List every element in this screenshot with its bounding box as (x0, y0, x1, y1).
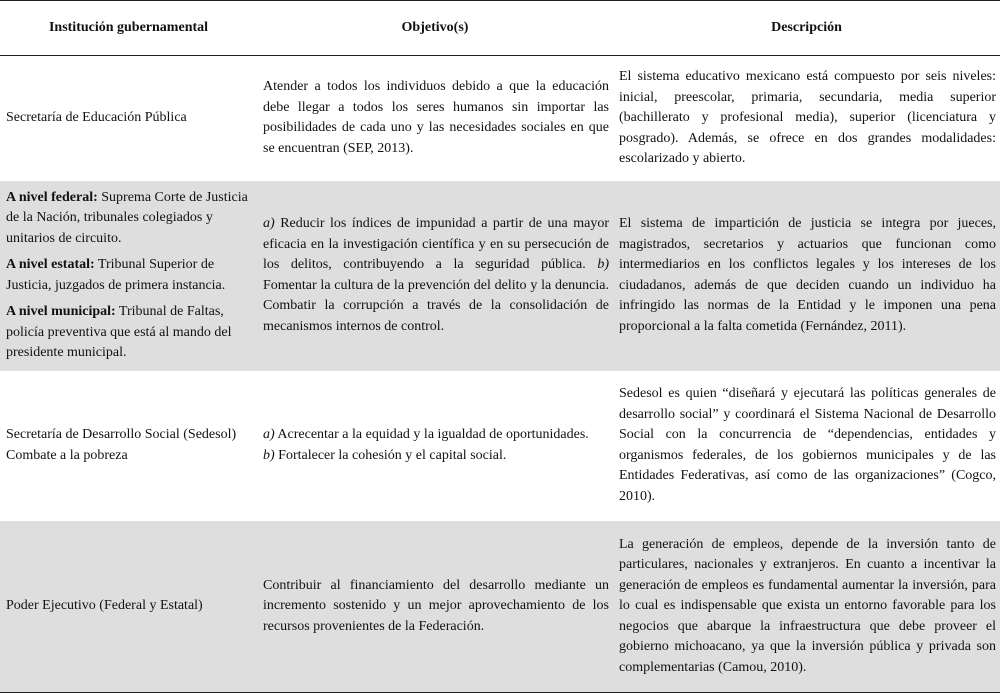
table-row (0, 521, 1000, 693)
objective-marker: b) (263, 447, 275, 463)
cell-objectives (257, 181, 613, 371)
header-institution: Institución gubernamental (0, 1, 257, 56)
cell-objectives: Atender a todos los individuos debido a que la educación debe llegar a todos los seres humanos sin importar las posibilidades de cada uno y las necesidades sociales en que se encuentran (SEP, 2013). (263, 79, 609, 156)
header-objectives: Objetivo(s) (257, 1, 613, 56)
table-row (0, 56, 1000, 181)
cell-objectives (257, 371, 613, 521)
objective-text: Reducir los índices de impunidad a partir de una mayor eficacia en la investigación científica y en su persecución de los delitos, contribuyendo a la seguridad pública. (263, 216, 609, 272)
cell-institution: Poder Ejecutivo (Federal y Estatal) (0, 521, 257, 693)
level-text: Suprema Corte de Justicia de la Nación, tribunales colegiados y unitarios de circuito. (6, 189, 248, 246)
cell-institution (0, 371, 257, 521)
objective-item (263, 425, 609, 446)
cell-institution (0, 181, 257, 371)
objective-marker: b) (597, 257, 609, 272)
objective-text: Fortalecer la cohesión y el capital social. (274, 447, 507, 463)
objective-text: Fomentar la cultura de la prevención del delito y la denuncia. Combatir la corrupción a través de la consolidación de mecanismos internos de control. (263, 277, 609, 334)
objective-text: Acrecentar a la equidad y la igualdad de oportunidades. (274, 427, 589, 442)
cell-description: El sistema de impartición de justicia se integra por jueces, magistrados, secretarios y actuarios que funcionan como intermediarios en los conflictos legales y los intereses de los ciudadanos, además de que deciden cuando un individuo ha infringido las normas de la Entidad y le imponen una pena proporcional a la falta cometida (Fernández, 2011). (613, 181, 1000, 371)
cell-institution: Secretaría de Educación Pública (6, 110, 187, 125)
level-estatal (6, 255, 253, 296)
table-header-row (0, 1, 1000, 56)
institution-line: Secretaría de Desarrollo Social (Sedesol) (6, 427, 237, 442)
table-row (0, 181, 1000, 371)
cell-description: El sistema educativo mexicano está compuesto por seis niveles: inicial, preescolar, primaria, secundaria, media superior (bachillerato y profesional media), superior (licenciatura y posgrado). Además, se ofrece en dos grandes modalidades: escolarizado y abierto. (619, 69, 996, 166)
objective-marker: a) (263, 216, 275, 231)
cell-description: Sedesol es quien “diseñará y ejecutará las políticas generales de desarrollo social” y coordinará el Sistema Nacional de Desarrollo Social con la concurrencia de “dependencias, entidades y organismos federales, de los gobiernos municipales y de las Entidades Federativas, así como de las organizaciones” (Cogco, 2010). (619, 386, 996, 504)
level-label: A nivel federal: (6, 189, 98, 205)
level-label: A nivel municipal: (6, 304, 116, 319)
level-federal (6, 188, 253, 250)
objective-marker: a) (263, 427, 275, 442)
cell-description: La generación de empleos, depende de la inversión tanto de particulares, nacionales y extranjeros. En cuanto a incentivar la generación de empleos es fundamental aumentar la inversión, para lo cual es indispensable que exista un entorno favorable para los negocios que abarque la infraestructura que debe proveer el gobierno michoacano, ya que la inversión pública y privada son complementarias (Camou, 2010). (613, 521, 1000, 693)
level-text: Tribunal Superior de Justicia, juzgados de primera instancia. (6, 257, 226, 293)
level-municipal (6, 302, 253, 364)
objective-item (263, 446, 609, 467)
level-label: A nivel estatal: (6, 257, 95, 272)
header-description: Descripción (613, 1, 1000, 56)
level-text: Tribunal de Faltas, policía preventiva que está al mando del presidente municipal. (6, 304, 232, 360)
cell-objectives: Contribuir al financiamiento del desarrollo mediante un incremento sostenido y un mejor aprovechamiento de los recursos provenientes de la Federación. (257, 521, 613, 693)
institution-line: Combate a la pobreza (6, 447, 128, 463)
table-row (0, 371, 1000, 521)
